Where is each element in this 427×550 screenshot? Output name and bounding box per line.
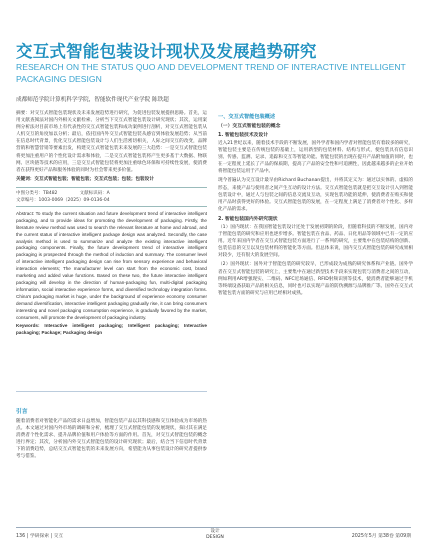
abstract-en: Abstract: To study the current situation and future development trend of interactive intelligent packaging, and to provide ideas for promoting the development of packaging. Firstly, the literature review method was used to search the relevant literature at home and abroad, and the current status of interactive intelligent package design was analyzed. Secondly, the case analysis method is used to summarize and analyze the existing interactive intelligent packaging components. Finally, the future development trend of interactive intelligent packaging is prospected through the method of induction and summary. The consumer level of interactive intelligent packaging design can rise from sensory experience and behavioral interaction elements; The manufacturer level can start from the economic cost, brand marketing and added value functions. Based on these two, the future interactive intelligent packaging will develop in the direction of human-packaging fun, multi-digital packaging information, social interactive experience forms, and diversified technology integration forms. China's packaging market is huge, under the background of experience economy consumer demand diversification, interactive intelligent packaging gradually rise, it can bring consumers interesting and novel packaging consumption experience, is gradually favored by the market, consumers, will promote the development of packaging industry. bbox=[16, 210, 207, 320]
introduction bbox=[16, 400, 207, 463]
footer-page-info: 136 | 学研探索 | 交互 bbox=[16, 534, 64, 539]
abstract-cn: 摘要：对交互式智能包装现状及未来发展趋势进行研究，为促进包装发展提供思路。首先，运用文献查阅法对国内外相关文献检索、分析当下交互式智能包装设计研究现状；其次，运用案例分析法对目前市场上有代表性的交互式智能包装和成功案例进行剖析，对交互式智能包装从人机交互的角度加以分析；最后，依托国内外交互式智能包装从感官到体验发展趋势；从当前在信息时代背景，优化交互式智能包装设计与人们生活密切相关，人际之间交互的改变，品牌营销和智慧营销等要素出发，构建交互式智能包装未来发展的三大趋势：一是交互式智能包装将更加注重用户的个性化设计需求和体验，二是交互式智能包装将产生更多基于大数据、物联网、区块链等技术的应用，三是交互式智能包装将更加注重绿色环保和可持续性发展，使消费者在获得更好产品和服务体验的同时为社会带来更多价值。 bbox=[16, 111, 207, 173]
keywords-cn: 关键词：交互式智能包装；智能包装；交互式包装；包装；包装设计 bbox=[16, 176, 154, 182]
section-divider bbox=[16, 391, 207, 392]
doc-code: 文献标识码：A bbox=[79, 190, 110, 196]
article-title-en: RESEARCH ON THE STATUS QUO AND DEVELOPMENT TREND OF INTERACTIVE INTELLIGENT PACKAGING DESIGN bbox=[16, 62, 406, 84]
paragraph: 近入21世纪以来，随着技术手段的不断发展，国外学者和国内学者对智能包装有着较多的研究，智能包装主要是在传统包装的基础上，运用新型的包装材料、结构与形式，使包装具有信息识别、传感、监测、记录、追踪和交互等智能功能。智能包装的出现在提升产品附加值的同时，也在一定程度上延长了产品的保质期，提高了产品的安全性和可追溯性，因此越来越多的企业开始将智能包装运用于产品中。 bbox=[218, 141, 413, 175]
subsection-heading: 2. 智能包装国内外研究现状 bbox=[218, 216, 278, 222]
intro-heading: 引言 bbox=[16, 409, 28, 415]
right-column bbox=[218, 110, 413, 299]
journal-logo bbox=[205, 529, 225, 541]
subsection-heading: （一）交互式智能包装的概念 bbox=[218, 124, 281, 129]
article-title-cn: 交互式智能包装设计现状及发展趋势研究 bbox=[16, 42, 317, 61]
clc-number: 中图分类号：TB482 bbox=[16, 190, 58, 196]
footer-rule bbox=[16, 527, 411, 528]
footer-issue-info: 2025年5月 第38卷 第09期 bbox=[351, 534, 411, 539]
intro-text: 随着消费者对智能化产品的需求日益增加，智能包装产品以其科技感和交互体验成为市场的热点。本文通过对国内外市场的调研和分析，梳理了交互式智能包装的发展现状，探讨其在满足消费者个性化需求、提升品牌价值和用户体验等方面的作用。首先，对交互式智能包装的概念进行界定；其次，分析国内外交互式智能包装的设计研究现状；最后，结合当下信息时代背景下的消费趋势，总结交互式智能包装的未来发展方向，希望能为从事包装设计的研究者提供参考与借鉴。 bbox=[16, 419, 207, 460]
section-heading: 一、交互式智能包装概述 bbox=[218, 114, 276, 120]
journal-logo-cn: 设计 bbox=[210, 529, 220, 534]
keywords-en: Keywords: Interactive intelligent packaging; Intelligent packaging; Interactive packaging; Package; Packaging design bbox=[16, 323, 207, 336]
paragraph: （1）国内现状：在我国智能包装设计还处于发展初期的阶段，但随着科技的不断发展，国内对于智能包装的研究和应用也逐步增多。智能包装在食品、药品、日化用品等领域中已有一定的应用。近年来国内学者在交互式智能包装方面进行了一系列的研究，主要集中在包装结构的创新、包装信息的交互以及包装材料的智能化等方面。但总体来说，国内交互式智能包装的研究成果相对较少，还有很大的发展空间。 bbox=[218, 224, 413, 259]
authors-line: 成都师范学院计算机科学学院，智能软件现代产业学院 陈铁超 bbox=[16, 97, 169, 103]
paragraph: 现今普遍认为交互设计最早由Richard Buchanan提出，并将其定义为：通过以实体的、虚拟的形态，来使产品与使用者之间产生互动的设计方法。交互式智能包装就是把交互设计引入到智能包装设计中，通过人与包装之间的信息交流及互动，实现包装功能的延伸，使消费者在购买和使用产品时获得更好的体验。交互式智能包装的发展，在一定程度上满足了消费者对个性化、多样化产品的需求。 bbox=[218, 178, 413, 212]
article-meta bbox=[16, 187, 207, 207]
left-column bbox=[16, 110, 207, 339]
paragraph: （2）国外现状：国外对于智能包装的研究较早，已形成较为成熟的研究体系和产业链。国外学者在交互式智能包装的研究上，主要集中在通过新型技术手段来实现包装与消费者之间的互动，例如利用AR增强现实、二维码、NFC近场通信、RFID射频识别等技术，使消费者能够通过手机等终端设备获取产品的相关信息，同时也可以实现产品的防伪溯源与品牌推广等。国外在交互式智能包装方面的研究与应用已经相对成熟。 bbox=[218, 262, 413, 296]
article-number: 文章编号：1003-0069（2025）09-0136-04 bbox=[16, 197, 110, 203]
journal-logo-en: DESIGN bbox=[206, 535, 224, 540]
subsection-heading: 1. 智能包装技术及设计 bbox=[218, 133, 269, 138]
